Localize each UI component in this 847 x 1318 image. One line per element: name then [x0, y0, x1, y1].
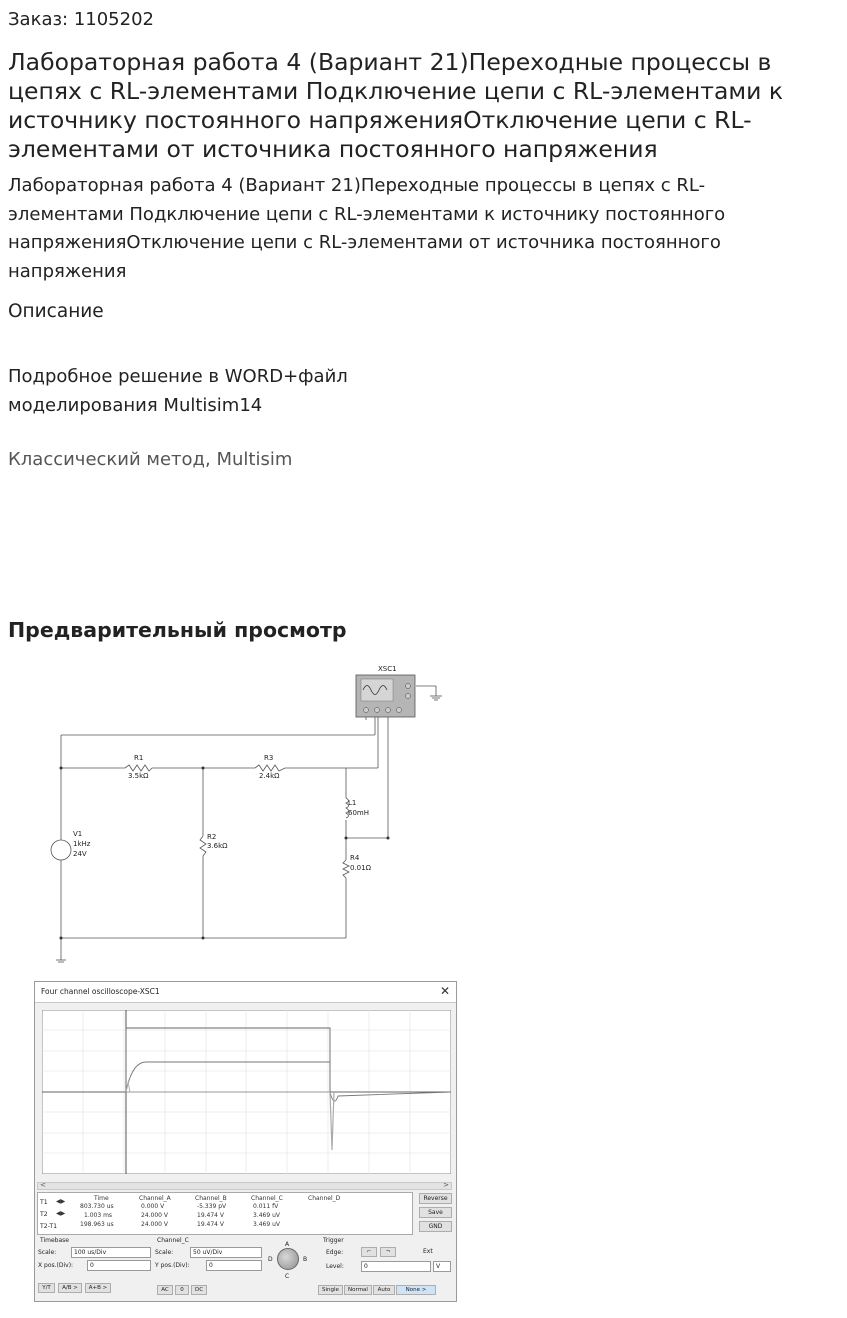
oscilloscope-screen [42, 1010, 451, 1174]
v1-amplitude: 24V [73, 850, 87, 858]
t1-channel-b: -5.339 pV [197, 1203, 227, 1210]
xpos-field[interactable]: 0 [87, 1260, 151, 1271]
timebase-scale-label: Scale: [38, 1249, 57, 1256]
xpos-label: X pos.(Div): [38, 1262, 74, 1269]
single-mode-button[interactable]: Single [318, 1285, 343, 1295]
column-channel-b: Channel_B [195, 1195, 227, 1202]
t1-channel-a: 0.000 V [141, 1203, 165, 1210]
ypos-label: Y pos.(Div): [155, 1262, 190, 1269]
instrument-label: XSC1 [378, 665, 397, 673]
r3-value: 2.4kΩ [259, 772, 280, 780]
scroll-left-icon[interactable]: < [40, 1181, 46, 1189]
rising-edge-icon[interactable]: ⌐ [361, 1247, 377, 1257]
ac-coupling-button[interactable]: AC [157, 1285, 173, 1295]
chevron-right-icon: > [421, 1287, 427, 1293]
measurement-table [37, 1192, 413, 1235]
knob-label-c: C [285, 1273, 290, 1280]
none-mode-label: None [405, 1287, 420, 1293]
gnd-button[interactable]: GND [419, 1221, 452, 1232]
save-button[interactable]: Save [419, 1207, 452, 1218]
column-time: Time [94, 1195, 109, 1202]
channel-scale-label: Scale: [155, 1249, 174, 1256]
normal-mode-button[interactable]: Normal [344, 1285, 372, 1295]
ab-button[interactable]: A/B > [58, 1283, 82, 1293]
timebase-scale-field[interactable]: 100 us/Div [71, 1247, 151, 1258]
r2-value: 3.6kΩ [207, 842, 228, 850]
time-scrollbar[interactable] [37, 1182, 452, 1190]
description-heading: Описание [8, 301, 104, 322]
description-line-1: Подробное решение в WORD+файл [8, 366, 348, 387]
t2-t1-channel-b: 19.474 V [197, 1221, 225, 1228]
t1-channel-c: 0.011 fV [253, 1203, 279, 1210]
oscilloscope-window [34, 981, 457, 1302]
timebase-label: Timebase [40, 1237, 69, 1244]
r2-name: R2 [207, 833, 217, 841]
knob-label-d: D [268, 1256, 273, 1263]
t1-arrows-icon[interactable]: ◀▶ [56, 1198, 66, 1205]
ext-label: Ext [423, 1248, 433, 1255]
t2-time: 1.003 ms [84, 1212, 113, 1219]
channel-scale-field[interactable]: 50 uV/Div [190, 1247, 262, 1258]
t2-arrows-icon[interactable]: ◀▶ [56, 1210, 66, 1217]
page-title: Лабораторная работа 4 (Вариант 21)Переходные процессы в цепях с RL-элементами Подключение цепи с RL-элементами к источнику постоянного напряженияОтключение цепи с RL-элементами от источника постоянного напряжения [8, 48, 784, 163]
reverse-button[interactable]: Reverse [419, 1193, 452, 1204]
v1-name: V1 [73, 830, 83, 838]
description-line-2: моделирования Multisim14 [8, 395, 263, 416]
zero-coupling-button[interactable]: 0 [175, 1285, 189, 1295]
column-channel-d: Channel_D [308, 1195, 341, 1202]
t2-t1-time: 198.963 us [80, 1221, 114, 1228]
oscilloscope-title: Four channel oscilloscope-XSC1 [41, 987, 160, 996]
scroll-right-icon[interactable]: > [443, 1181, 449, 1189]
r1-value: 3.5kΩ [128, 772, 149, 780]
channel-selector-knob[interactable] [277, 1248, 299, 1270]
r4-value: 0.01Ω [350, 864, 371, 872]
dc-coupling-button[interactable]: DC [191, 1285, 207, 1295]
r4-name: R4 [350, 854, 360, 862]
t2-t1-channel-c: 3.469 uV [253, 1221, 280, 1228]
row-label-t2: T2 [40, 1211, 48, 1218]
trigger-label: Trigger [323, 1237, 344, 1244]
auto-mode-button[interactable]: Auto [373, 1285, 395, 1295]
a-plus-b-button[interactable]: A+B > [85, 1283, 111, 1293]
knob-label-a: A [285, 1241, 290, 1248]
preview-heading: Предварительный просмотр [8, 618, 347, 642]
level-unit-select[interactable]: V [433, 1261, 451, 1272]
l1-value: 60mH [348, 809, 369, 817]
level-label: Level: [326, 1263, 344, 1270]
order-number: Заказ: 1105202 [8, 9, 154, 30]
close-icon[interactable]: ✕ [439, 984, 450, 998]
v1-frequency: 1kHz [73, 840, 91, 848]
t2-t1-channel-a: 24.000 V [141, 1221, 169, 1228]
row-label-t1: T1 [40, 1199, 48, 1206]
description-body [8, 362, 428, 420]
circuit-schematic [30, 660, 470, 970]
column-channel-a: Channel_A [139, 1195, 171, 1202]
l1-name: L1 [348, 799, 357, 807]
t1-time: 803.730 us [80, 1203, 114, 1210]
t2-channel-a: 24.000 V [141, 1212, 169, 1219]
oscilloscope-titlebar [35, 982, 456, 1003]
level-field[interactable]: 0 [361, 1261, 431, 1272]
page-subtitle: Лабораторная работа 4 (Вариант 21)Переходные процессы в цепях с RL-элементами Подключение цепи с RL-элементами к источнику постоянного напряженияОтключение цепи с RL-элементами от источника постоянного напряжения [8, 175, 726, 282]
ypos-field[interactable]: 0 [206, 1260, 262, 1271]
falling-edge-icon[interactable]: ¬ [380, 1247, 396, 1257]
edge-label: Edge: [326, 1249, 344, 1256]
yt-button[interactable]: Y/T [38, 1283, 55, 1293]
tags[interactable]: Классический метод, Multisim [8, 449, 293, 470]
row-label-t2-t1: T2-T1 [40, 1223, 58, 1230]
channel-label: Channel_C [157, 1237, 189, 1244]
none-mode-button[interactable] [396, 1285, 436, 1295]
t2-channel-b: 19.474 V [197, 1212, 225, 1219]
r3-name: R3 [264, 754, 274, 762]
column-channel-c: Channel_C [251, 1195, 283, 1202]
t2-channel-c: 3.469 uV [253, 1212, 280, 1219]
knob-label-b: B [303, 1256, 308, 1263]
r1-name: R1 [134, 754, 144, 762]
